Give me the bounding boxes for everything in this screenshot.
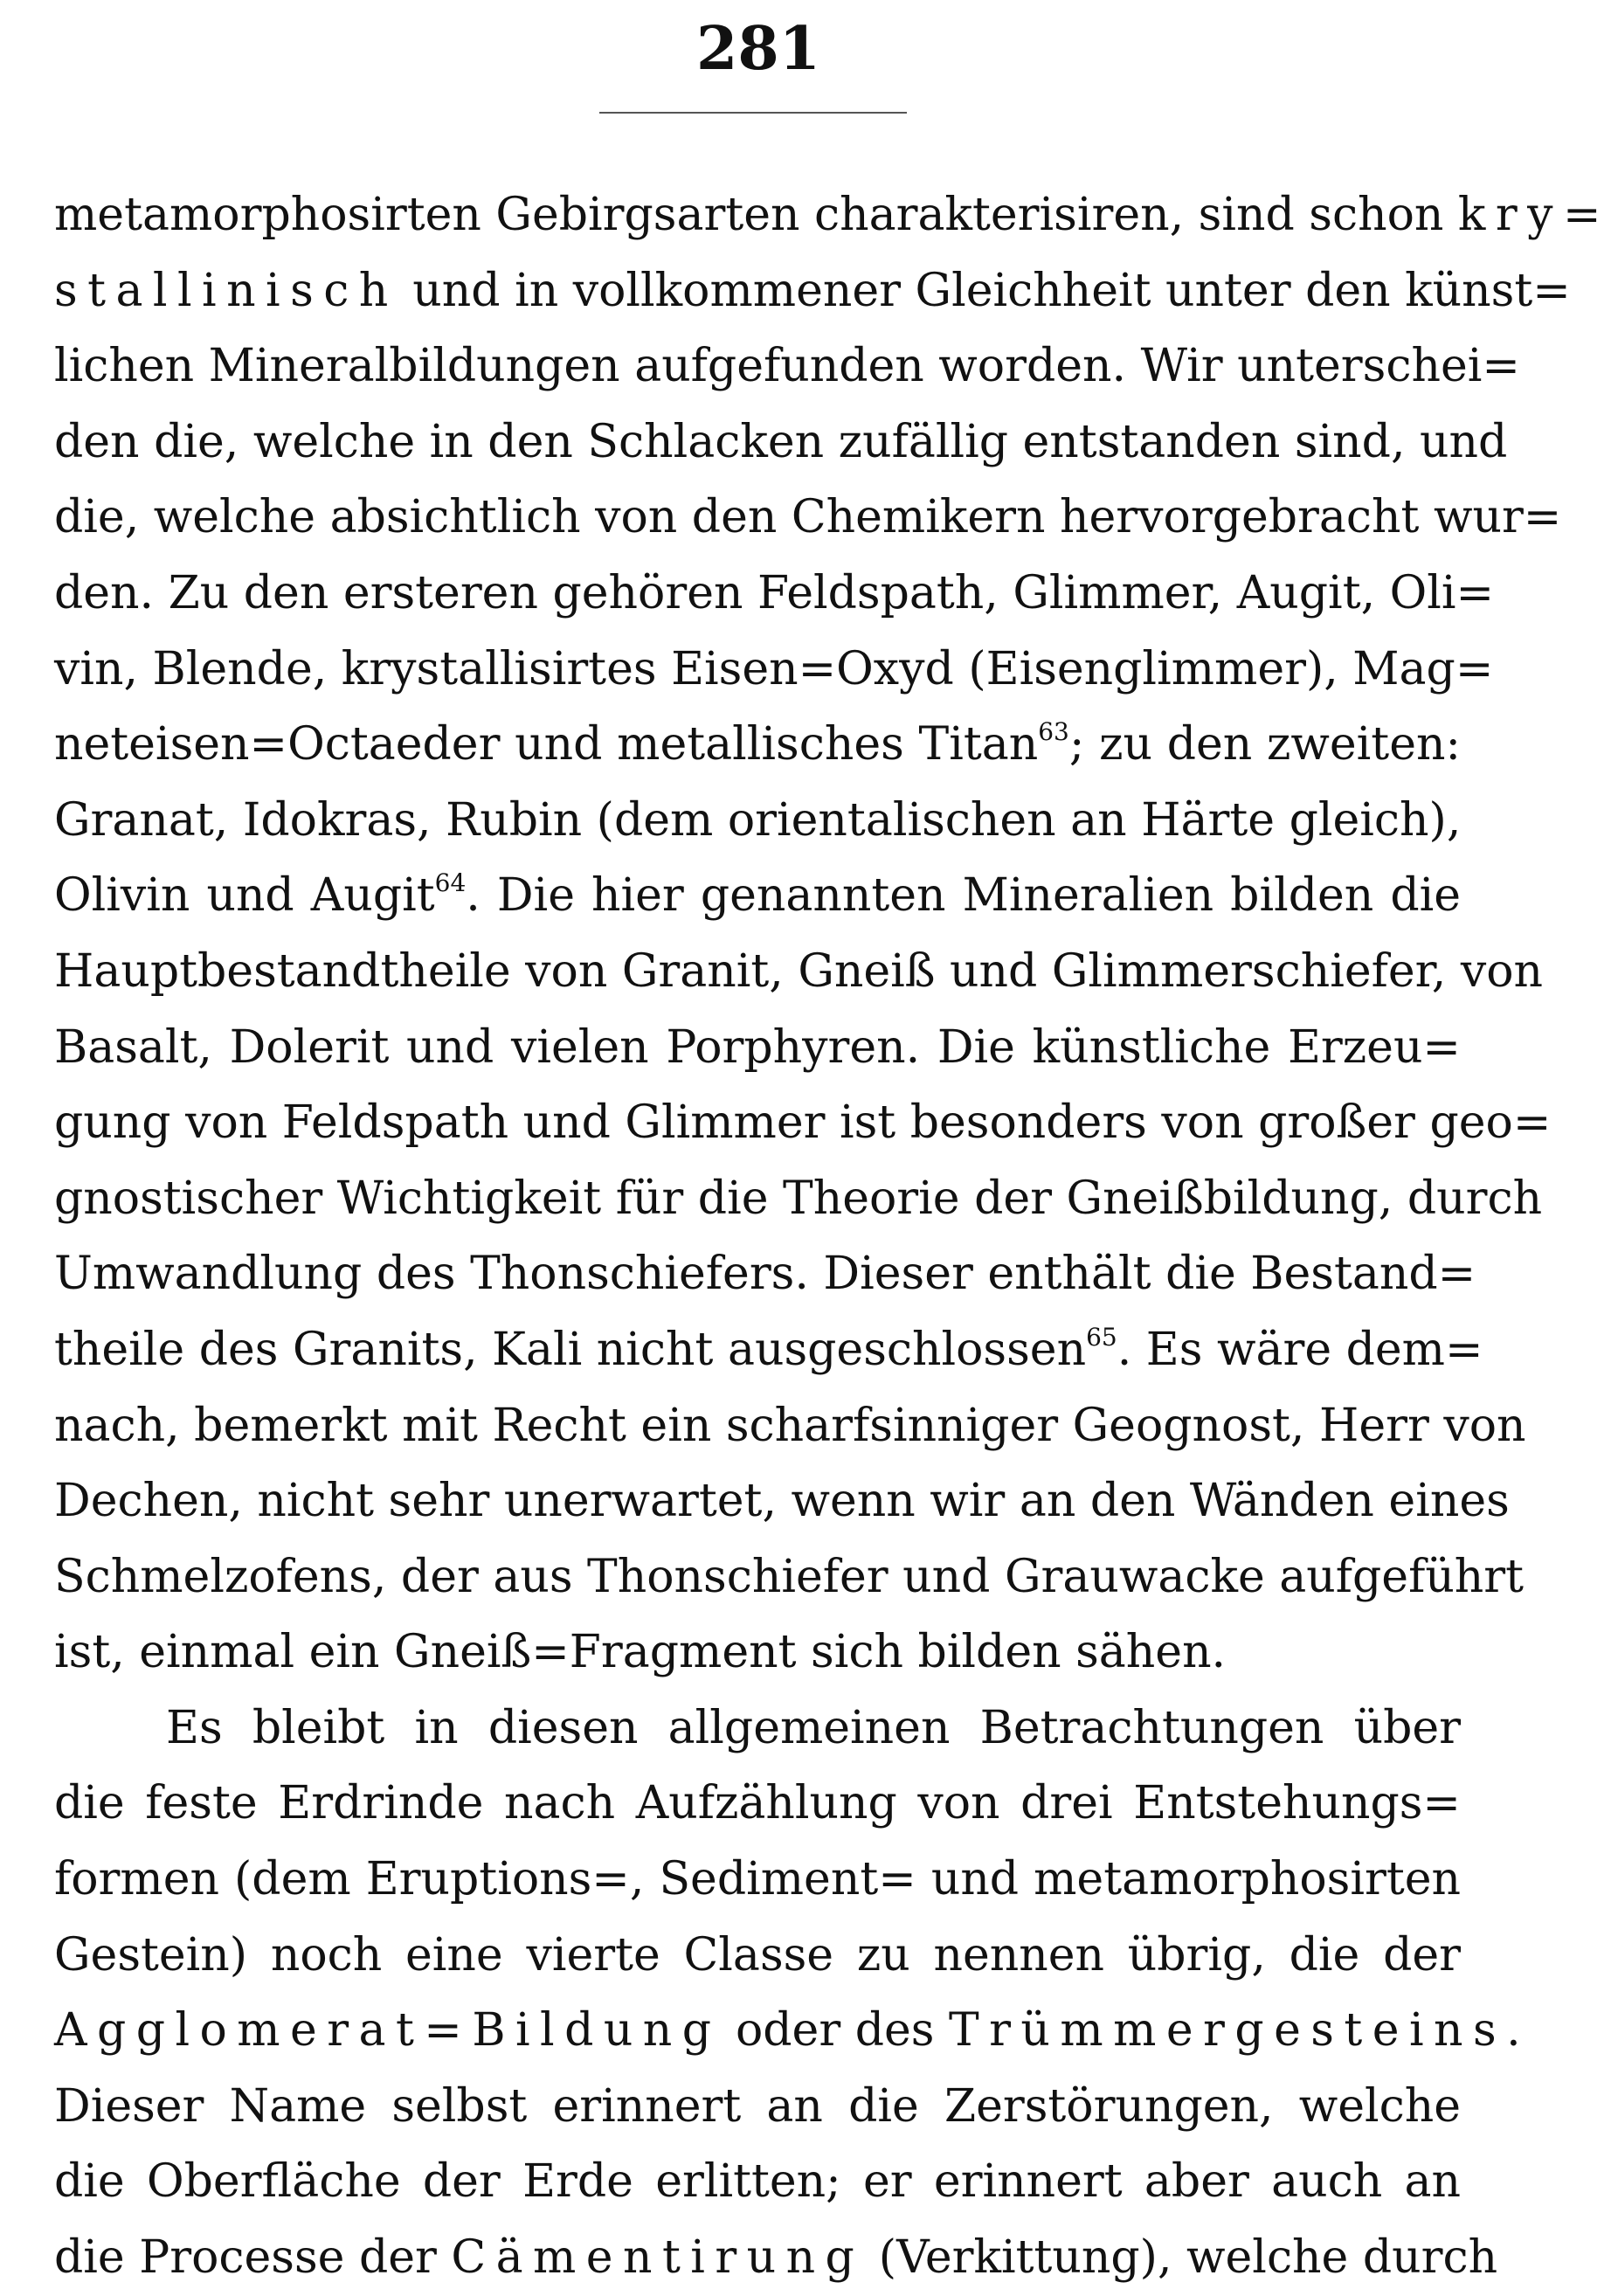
emphasized-text: Agglomerat=Bildung [54,2004,722,2057]
text-segment: Dechen, nicht sehr unerwartet, wenn wir an den Wänden eines [54,1475,1510,1528]
text-line [54,707,1461,783]
page-number: 281 [696,14,820,84]
text-line [54,2144,1461,2220]
text-line [54,405,1508,481]
text-line [54,1766,1461,1842]
text-segment: die, welche absichtlich von den Chemikern hervorgebracht wur= [54,491,1562,544]
text-segment: oder des [721,2004,949,2057]
text-segment: neteisen=Octaeder und metallisches Titan [54,718,1039,771]
header-rule [599,112,907,114]
text-segment: theile des Granits, Kali nicht ausgeschlossen [54,1323,1087,1376]
text-line [54,1463,1510,1539]
emphasized-text: stallinisch [54,264,398,317]
text-segment: Granat, Idokras, Rubin (dem orientalischen an Härte gleich), [54,793,1462,847]
text-line [54,1161,1543,1237]
text-segment: Umwandlung des Thonschiefers. Dieser enthält die Bestand= [54,1248,1476,1301]
text-segment: . Es wäre dem= [1117,1323,1483,1376]
paragraph [54,177,1611,1691]
text-line [54,480,1562,556]
text-line [54,1236,1476,1312]
text-segment: nach, bemerkt mit Recht ein scharfsinniger Geognost, Herr von [54,1399,1526,1452]
text-segment: den. Zu den ersteren gehören Feldspath, Glimmer, Augit, Oli= [54,566,1495,619]
emphasized-text: kry= [1457,189,1611,241]
text-segment: Dieser Name selbst erinnert an die Zerstörungen, welche [54,2079,1461,2133]
text-line [54,1842,1461,1918]
text-line [54,177,1611,253]
text-segment: Gestein) noch eine vierte Classe zu nennen übrig, die der [54,1928,1461,1981]
text-segment: (Verkittung), welche durch [864,2231,1498,2285]
text-line [54,328,1520,405]
text-line [54,1993,1521,2069]
text-line [54,1010,1461,1086]
text-segment: Hauptbestandtheile von Granit, Gneiß und Glimmerschiefer, von [54,944,1543,998]
paragraph [54,1691,1521,2296]
emphasized-text: Cämentirung [451,2231,865,2285]
text-segment: die Oberfläche der Erde erlitten; er erinnert aber auch an [54,2155,1461,2209]
text-line [54,858,1461,934]
emphasized-text: Trümmergesteins [948,2004,1507,2057]
text-line [54,1539,1525,1615]
text-line [54,1691,1461,1767]
text-segment: ist, einmal ein Gneiß=Fragment sich bilden sähen. [54,1626,1227,1679]
text-line [54,556,1495,632]
footnote-marker: 64 [434,868,467,898]
text-line [54,934,1543,1010]
text-line [54,1085,1552,1161]
text-segment: ; zu den zweiten: [1068,718,1461,771]
text-segment: . [1506,2004,1521,2057]
text-line [54,2069,1461,2145]
text-body [54,177,1611,2296]
text-segment: die feste Erdrinde nach Aufzählung von drei Entstehungs= [54,1777,1461,1830]
text-line [54,1918,1461,1994]
footnote-marker: 63 [1038,717,1069,747]
text-segment: den die, welche in den Schlacken zufällig entstanden sind, und [54,415,1508,468]
text-line [54,1615,1461,1691]
text-segment: lichen Mineralbildungen aufgefunden worden. Wir unterschei= [54,340,1520,393]
text-segment: Olivin und Augit [54,869,435,923]
text-line [54,253,1571,329]
text-segment: die Processe der [54,2231,452,2285]
text-segment: formen (dem Eruptions=, Sediment= und metamorphosirten [54,1853,1461,1906]
text-segment: gung von Feldspath und Glimmer ist besonders von großer geo= [54,1096,1552,1150]
text-line [54,2220,1498,2296]
text-line [54,1388,1526,1464]
text-segment: und in vollkommener Gleichheit unter den künst= [398,264,1571,317]
text-line [54,783,1461,859]
text-line [54,1312,1483,1388]
text-segment: Schmelzofens, der aus Thonschiefer und Grauwacke aufgeführt [54,1550,1525,1603]
text-segment: metamorphosirten Gebirgsarten charakterisiren, sind schon [54,189,1458,241]
footnote-marker: 65 [1086,1322,1117,1352]
text-segment: Basalt, Dolerit und vielen Porphyren. Die künstliche Erzeu= [54,1020,1461,1074]
text-line [54,632,1494,708]
text-segment: vin, Blende, krystallisirtes Eisen=Oxyd (Eisenglimmer), Mag= [54,642,1494,695]
text-segment: gnostischer Wichtigkeit für die Theorie der Gneißbildung, durch [54,1172,1543,1225]
text-segment: . Die hier genannten Mineralien bilden die [466,869,1462,923]
text-segment: Es bleibt in diesen allgemeinen Betrachtungen über [166,1701,1461,1754]
